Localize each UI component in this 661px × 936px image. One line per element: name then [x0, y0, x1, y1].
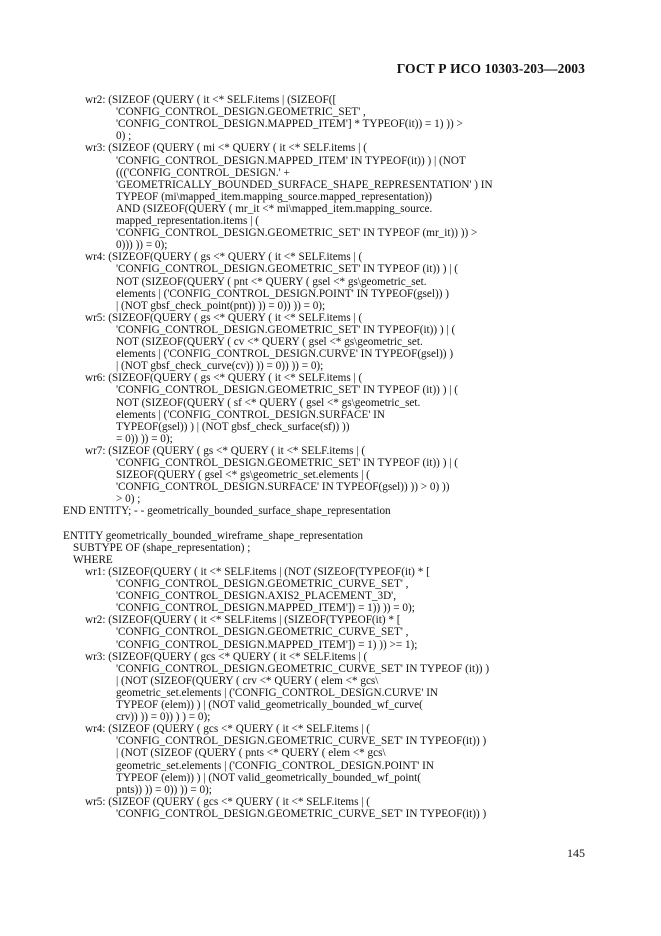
- code-line: NOT (SIZEOF(QUERY ( pnt <* QUERY ( gsel <* gs\geometric_set.: [116, 275, 427, 288]
- code-line: 'CONFIG_CONTROL_DESIGN.GEOMETRIC_SET' IN TYPEOF (it)) ) | (: [116, 263, 458, 276]
- code-line: elements | ('CONFIG_CONTROL_DESIGN.CURVE' IN TYPEOF(gsel)) ): [116, 348, 454, 361]
- code-line: 'CONFIG_CONTROL_DESIGN.GEOMETRIC_CURVE_SET' ,: [116, 626, 409, 639]
- code-line: 'CONFIG_CONTROL_DESIGN.MAPPED_ITEM']) = 1)) )) = 0);: [116, 602, 415, 615]
- code-line: geometric_set.elements | ('CONFIG_CONTROL_DESIGN.CURVE' IN: [116, 686, 439, 699]
- code-line: wr4: (SIZEOF(QUERY ( gs <* QUERY ( it <* SELF.items | (: [85, 251, 363, 264]
- code-line: 0) ;: [116, 130, 132, 143]
- code-line: wr3: (SIZEOF (QUERY ( mi <* QUERY ( it <* SELF.items | (: [85, 142, 367, 155]
- code-line: END ENTITY; - - geometrically_bounded_surface_shape_representation: [63, 505, 391, 518]
- code-line: geometric_set.elements | ('CONFIG_CONTROL_DESIGN.POINT' IN: [116, 759, 434, 772]
- code-line: 'CONFIG_CONTROL_DESIGN.GEOMETRIC_SET' IN TYPEOF (mr_it)) )) >: [116, 227, 478, 240]
- code-line: crv)) )) = 0)) ) ) = 0);: [116, 711, 211, 724]
- code-line: TYPEOF (mi\mapped_item.mapping_source.mapped_representation)): [116, 190, 432, 203]
- code-line: TYPEOF (elem)) ) | (NOT valid_geometrically_bounded_wf_point(: [116, 771, 421, 784]
- code-line: 'CONFIG_CONTROL_DESIGN.GEOMETRIC_SET' ,: [116, 106, 366, 119]
- code-line: > 0) ;: [116, 493, 141, 506]
- code-line: wr4: (SIZEOF (QUERY ( gcs <* QUERY ( it <* SELF.items | (: [85, 723, 371, 736]
- code-line: 'CONFIG_CONTROL_DESIGN.GEOMETRIC_CURVE_SET' IN TYPEOF(it)) ): [116, 735, 487, 748]
- code-line: 'CONFIG_CONTROL_DESIGN.GEOMETRIC_SET' IN TYPEOF (it)) ) | (: [116, 384, 458, 397]
- code-line: | (NOT gbsf_check_curve(cv)) )) = 0)) )) = 0);: [116, 360, 324, 373]
- code-line: SIZEOF(QUERY ( gsel <* gs\geometric_set.elements | (: [116, 469, 370, 482]
- code-line: elements | ('CONFIG_CONTROL_DESIGN.POINT' IN TYPEOF(gsel)) ): [116, 287, 449, 300]
- code-line: = 0)) )) = 0);: [116, 432, 173, 445]
- code-line: NOT (SIZEOF(QUERY ( cv <* QUERY ( gsel <* gs\geometric_set.: [116, 336, 423, 348]
- code-line: NOT (SIZEOF(QUERY ( sf <* QUERY ( gsel <* gs\geometric_set.: [116, 396, 421, 409]
- code-line: 'CONFIG_CONTROL_DESIGN.GEOMETRIC_SET' IN TYPEOF(it)) ) | (: [116, 323, 456, 336]
- code-line: wr2: (SIZEOF(QUERY ( it <* SELF.items | (SIZEOF(TYPEOF(it) * [: [85, 614, 401, 627]
- code-line: mapped_representation.items | (: [116, 215, 259, 227]
- code-line: 'GEOMETRICALLY_BOUNDED_SURFACE_SHAPE_REPRESENTATION' ) IN: [116, 178, 493, 191]
- document-header-standard-number: ГОСТ Р ИСО 10303-203—2003: [396, 61, 585, 76]
- code-line: 0))) )) = 0);: [116, 239, 168, 252]
- code-line: | (NOT (SIZEOF (QUERY ( pnts <* QUERY ( elem <* gcs\: [116, 747, 386, 760]
- code-line: wr5: (SIZEOF(QUERY ( gs <* QUERY ( it <* SELF.items | (: [85, 311, 363, 324]
- code-line: pnts)) )) = 0)) )) = 0);: [116, 783, 212, 796]
- code-line: 'CONFIG_CONTROL_DESIGN.MAPPED_ITEM'] * TYPEOF(it)) = 1) )) >: [116, 118, 463, 131]
- code-line: 'CONFIG_CONTROL_DESIGN.GEOMETRIC_SET' IN TYPEOF (it)) ) | (: [116, 457, 458, 469]
- code-line: elements | ('CONFIG_CONTROL_DESIGN.SURFACE' IN: [116, 408, 385, 421]
- code-line: 'CONFIG_CONTROL_DESIGN.AXIS2_PLACEMENT_3D',: [116, 590, 396, 603]
- code-line: wr6: (SIZEOF(QUERY ( gs <* QUERY ( it <* SELF.items | (: [85, 372, 363, 385]
- code-line: ENTITY geometrically_bounded_wireframe_shape_representation: [63, 529, 363, 542]
- code-line: 'CONFIG_CONTROL_DESIGN.GEOMETRIC_CURVE_SET' ,: [116, 578, 409, 590]
- code-line: SUBTYPE OF (shape_representation) ;: [73, 541, 251, 554]
- code-line: 'CONFIG_CONTROL_DESIGN.MAPPED_ITEM' IN TYPEOF(it)) ) | (NOT: [116, 154, 466, 167]
- code-line: WHERE: [73, 553, 113, 566]
- page-number: 145: [567, 846, 585, 860]
- code-line: wr1: (SIZEOF(QUERY ( it <* SELF.items | (NOT (SIZEOF(TYPEOF(it) * [: [85, 565, 430, 578]
- code-line: AND (SIZEOF(QUERY ( mr_it <* mi\mapped_item.mapping_source.: [116, 202, 433, 215]
- code-line: 'CONFIG_CONTROL_DESIGN.MAPPED_ITEM']) = 1) )) >= 1);: [116, 638, 418, 651]
- code-line: 'CONFIG_CONTROL_DESIGN.SURFACE' IN TYPEOF(gsel)) )) > 0) )): [116, 481, 450, 494]
- code-line: ((('CONFIG_CONTROL_DESIGN.' +: [116, 166, 290, 179]
- code-line: wr5: (SIZEOF (QUERY ( gcs <* QUERY ( it <* SELF.items | (: [85, 795, 371, 808]
- code-line: TYPEOF(gsel)) ) | (NOT gbsf_check_surface(sf)) )): [116, 420, 350, 433]
- code-line: wr7: (SIZEOF (QUERY ( gs <* QUERY ( it <* SELF.items | (: [85, 444, 366, 457]
- code-line: | (NOT (SIZEOF(QUERY ( crv <* QUERY ( elem <* gcs\: [116, 674, 379, 687]
- code-line: wr3: (SIZEOF(QUERY ( gcs <* QUERY ( it <* SELF.items | (: [85, 650, 368, 663]
- code-line: TYPEOF (elem)) ) | (NOT valid_geometrically_bounded_wf_curve(: [116, 699, 423, 711]
- code-line: wr2: (SIZEOF (QUERY ( it <* SELF.items | (SIZEOF([: [85, 94, 337, 106]
- code-line: 'CONFIG_CONTROL_DESIGN.GEOMETRIC_CURVE_SET' IN TYPEOF (it)) ): [116, 662, 490, 675]
- code-line: | (NOT gbsf_check_point(pnt)) )) = 0)) )) = 0);: [116, 299, 326, 312]
- code-line: 'CONFIG_CONTROL_DESIGN.GEOMETRIC_CURVE_SET' IN TYPEOF(it)) ): [116, 807, 487, 820]
